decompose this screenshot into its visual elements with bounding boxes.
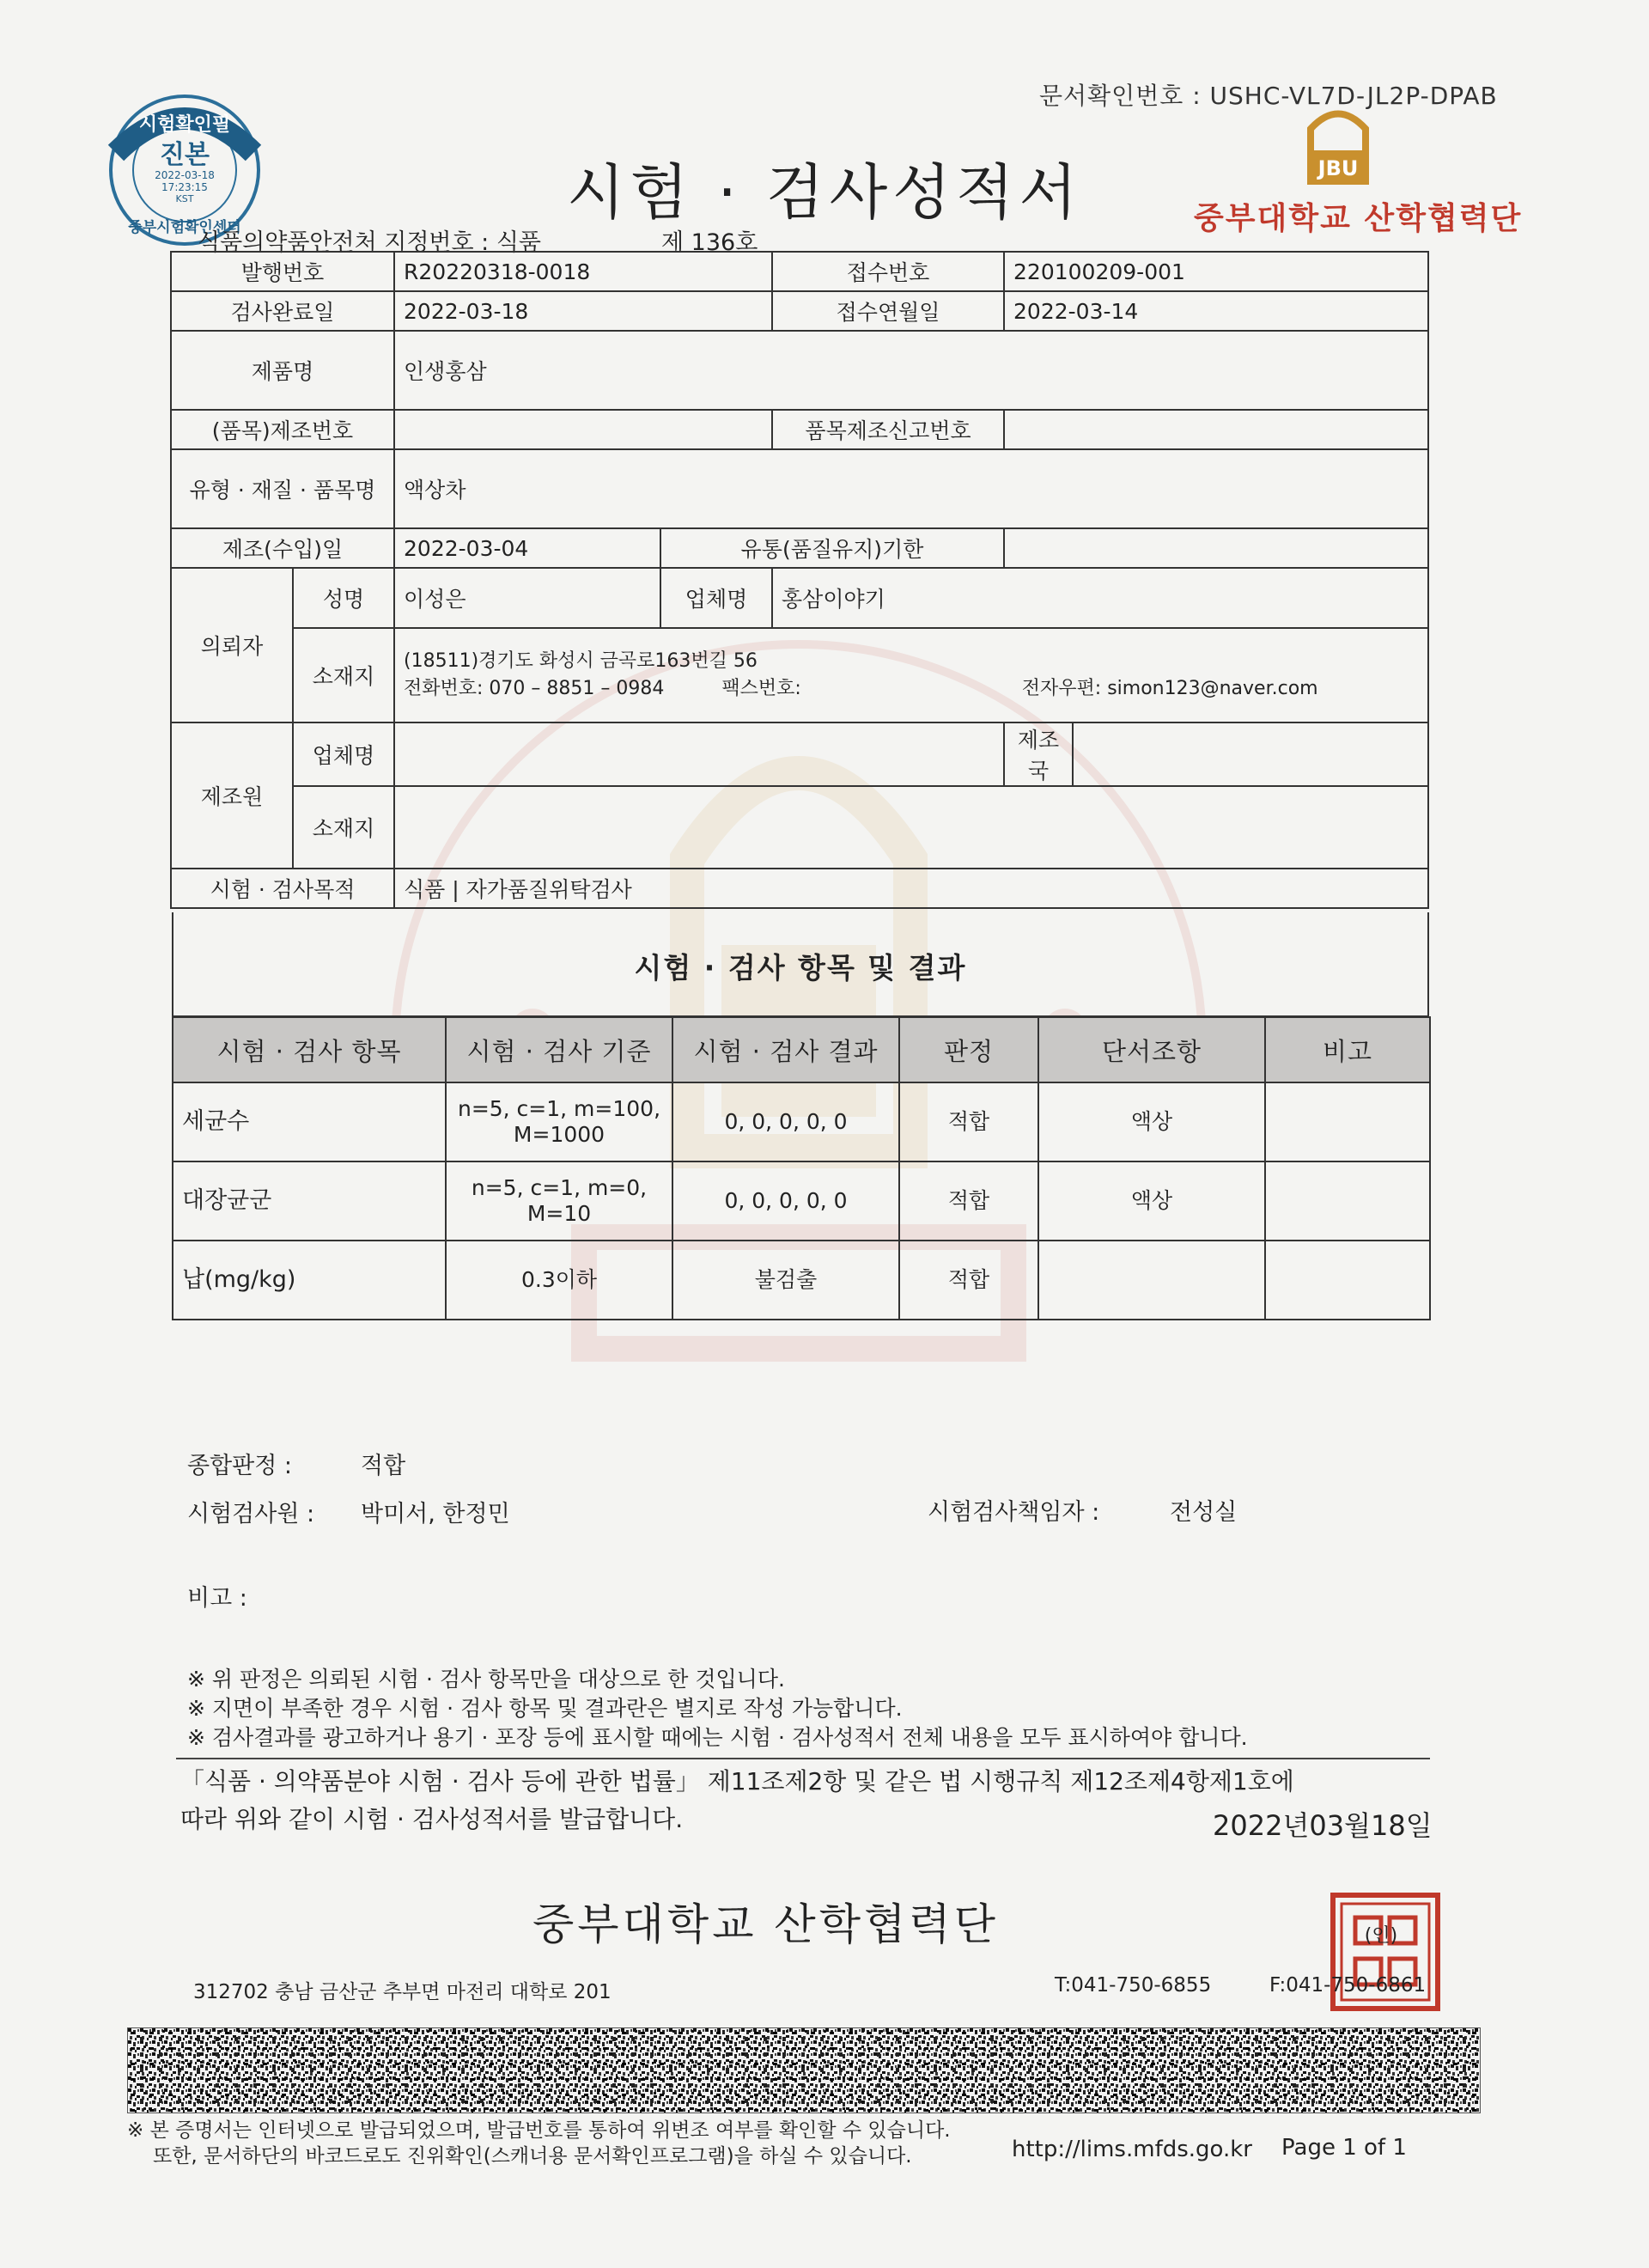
designation-label: 식품의약품안전처 지정번호 : 식품 <box>198 229 541 256</box>
verification-barcode <box>127 2027 1481 2113</box>
seal-marker: (인) <box>1364 1925 1398 1947</box>
complete-date-value: 2022-03-18 <box>394 291 772 331</box>
issuer-address: 312702 충남 금산군 추부면 마전리 대학로 201 <box>193 1981 612 2003</box>
footer-line1: ※ 본 증명서는 인터넷으로 발급되었으며, 발급번호를 통하여 위변조 여부를 확인할 수 있습니다. <box>127 2119 951 2142</box>
row-item: 대장균군 <box>173 1161 446 1241</box>
table-row <box>173 1241 1430 1320</box>
law-statement <box>180 1763 1294 1838</box>
issuer-fax: F:041-750-6861 <box>1269 1974 1427 1997</box>
note-line: ※ 위 판정은 의뢰된 시험 · 검사 항목만을 대상으로 한 것입니다. <box>187 1667 785 1692</box>
row-item: 세균수 <box>173 1082 446 1161</box>
client-phone: 전화번호: 070 – 8851 – 0984 <box>404 678 665 699</box>
row-standard-line1: n=5, c=1, m=0, <box>471 1175 648 1200</box>
university-name: 중부대학교 산학협력단 <box>1194 201 1523 236</box>
row-judgement: 적합 <box>899 1241 1038 1320</box>
stamp-tz: KST <box>175 193 194 204</box>
maker-country-label: 제조국 <box>1004 722 1073 786</box>
mfg-date-value: 2022-03-04 <box>394 528 660 568</box>
row-clause: 액상 <box>1038 1161 1265 1241</box>
purpose-label: 시험 · 검사목적 <box>171 869 394 908</box>
mfg-no-value <box>394 410 772 449</box>
table-row <box>173 1161 1430 1241</box>
page-title: 시험 · 검사성적서 <box>567 157 1083 228</box>
row-item: 납(mg/kg) <box>173 1241 446 1320</box>
row-standard-line2: M=10 <box>526 1201 592 1226</box>
client-address-value: (18511)경기도 화성시 금곡로163번길 56 <box>404 650 758 672</box>
client-label: 의뢰자 <box>171 568 293 722</box>
results-table <box>172 1016 1431 1320</box>
row-result: 불검출 <box>672 1241 899 1320</box>
note-line: ※ 지면이 부족한 경우 시험 · 검사 항목 및 결과란은 별지로 작성 가능합니다. <box>187 1696 903 1721</box>
info-table <box>170 251 1429 909</box>
client-address-label: 소재지 <box>293 628 394 722</box>
stamp-time: 17:23:15 <box>161 181 208 193</box>
col-header-result: 시험 · 검사 결과 <box>672 1017 899 1082</box>
issuer-name: 중부대학교 산학협력단 <box>532 1899 999 1949</box>
receipt-no-value: 220100209-001 <box>1004 252 1428 291</box>
inspectors-value: 박미서, 한정민 <box>361 1501 510 1527</box>
type-label: 유형 · 재질 · 품목명 <box>171 449 394 528</box>
maker-label: 제조원 <box>171 722 293 869</box>
row-note <box>1265 1241 1430 1320</box>
manager-value: 전성실 <box>1170 1499 1238 1526</box>
row-clause <box>1038 1241 1265 1320</box>
maker-address-label: 소재지 <box>293 786 394 869</box>
overall-label: 종합판정 : <box>187 1453 293 1479</box>
stamp-center-text: 진본 <box>160 140 210 170</box>
issue-no-label: 발행번호 <box>171 252 394 291</box>
product-value: 인생홍삼 <box>394 331 1428 410</box>
col-header-standard: 시험 · 검사 기준 <box>446 1017 672 1082</box>
overall-value: 적합 <box>361 1453 406 1479</box>
col-header-note: 비고 <box>1265 1017 1430 1082</box>
receipt-no-label: 접수번호 <box>772 252 1004 291</box>
designation-number: 제 136호 <box>661 229 758 256</box>
col-header-judgement: 판정 <box>899 1017 1038 1082</box>
issuer-tel: T:041-750-6855 <box>1055 1974 1212 1997</box>
law-line1: 「식품 · 의약품분야 시험 · 검사 등에 관한 법률」 제11조제2항 및 같은 법 시행규칙 제12조제4항제1호에 <box>180 1767 1294 1796</box>
client-name-value: 이성은 <box>394 568 660 628</box>
maker-company-label: 업체명 <box>293 722 394 786</box>
client-company-value: 홍삼이야기 <box>772 568 1428 628</box>
notes-block <box>187 1665 1248 1753</box>
col-header-item: 시험 · 검사 항목 <box>173 1017 446 1082</box>
univ-logo-text: JBU <box>1317 156 1359 180</box>
divider <box>176 1758 1430 1759</box>
client-company-label: 업체명 <box>660 568 772 628</box>
stamp-bottom-text: 중부시험확인센터 <box>128 219 241 236</box>
client-email: 전자우편: simon123@naver.com <box>1021 678 1318 699</box>
law-line2: 따라 위와 같이 시험 · 검사성적서를 발급합니다. <box>180 1805 684 1833</box>
row-note <box>1265 1161 1430 1241</box>
report-no-label: 품목제조신고번호 <box>772 410 1004 449</box>
maker-address-value <box>394 786 1428 869</box>
footer-url[interactable]: http://lims.mfds.go.kr <box>1012 2137 1252 2162</box>
product-label: 제품명 <box>171 331 394 410</box>
mfg-no-label: (품목)제조번호 <box>171 410 394 449</box>
row-standard-line2: M=1000 <box>513 1122 605 1147</box>
inspectors-label: 시험검사원 : <box>187 1501 315 1527</box>
purpose-value: 식품 | 자가품질위탁검사 <box>394 869 1428 908</box>
row-standard: 0.3이하 <box>446 1241 672 1320</box>
footer-line2: 또한, 문서하단의 바코드로도 진위확인(스캐너용 문서확인프로그램)을 하실 수 있습니다. <box>153 2145 912 2167</box>
maker-company-value <box>394 722 1004 786</box>
type-value: 액상차 <box>394 449 1428 528</box>
col-header-clause: 단서조항 <box>1038 1017 1265 1082</box>
results-section-title: 시험 · 검사 항목 및 결과 <box>172 912 1429 1017</box>
receipt-date-value: 2022-03-14 <box>1004 291 1428 331</box>
row-standard <box>446 1161 672 1241</box>
stamp-date: 2022-03-18 <box>155 169 215 181</box>
issue-no-value: R20220318-0018 <box>394 252 772 291</box>
row-result: 0, 0, 0, 0, 0 <box>672 1161 899 1241</box>
manager-label: 시험검사책임자 : <box>928 1499 1100 1526</box>
receipt-date-label: 접수연월일 <box>772 291 1004 331</box>
row-standard <box>446 1082 672 1161</box>
university-logo-icon <box>1304 103 1372 189</box>
issue-date: 2022년03월18일 <box>1213 1809 1433 1842</box>
mfg-date-label: 제조(수입)일 <box>171 528 394 568</box>
page-number: Page 1 of 1 <box>1281 2135 1407 2161</box>
client-name-label: 성명 <box>293 568 394 628</box>
client-contact-line <box>404 675 1419 703</box>
expiry-value <box>1004 528 1428 568</box>
stamp-ring-text: 시험확인필 <box>138 114 231 136</box>
document-confirm-number: 문서확인번호 : USHC-VL7D-JL2P-DPAB <box>1039 82 1498 110</box>
complete-date-label: 검사완료일 <box>171 291 394 331</box>
report-no-value <box>1004 410 1428 449</box>
note-line: ※ 검사결과를 광고하거나 용기 · 포장 등에 표시할 때에는 시험 · 검사성적서 전체 내용을 모두 표시하여야 합니다. <box>187 1725 1248 1750</box>
row-judgement: 적합 <box>899 1082 1038 1161</box>
table-row <box>173 1082 1430 1161</box>
expiry-label: 유통(품질유지)기한 <box>660 528 1004 568</box>
remarks-label: 비고 : <box>187 1585 247 1612</box>
row-result: 0, 0, 0, 0, 0 <box>672 1082 899 1161</box>
row-judgement: 적합 <box>899 1161 1038 1241</box>
client-fax: 팩스번호: <box>721 678 801 699</box>
row-standard-line1: n=5, c=1, m=100, <box>457 1096 661 1121</box>
row-clause: 액상 <box>1038 1082 1265 1161</box>
row-note <box>1265 1082 1430 1161</box>
maker-country-value <box>1073 722 1428 786</box>
